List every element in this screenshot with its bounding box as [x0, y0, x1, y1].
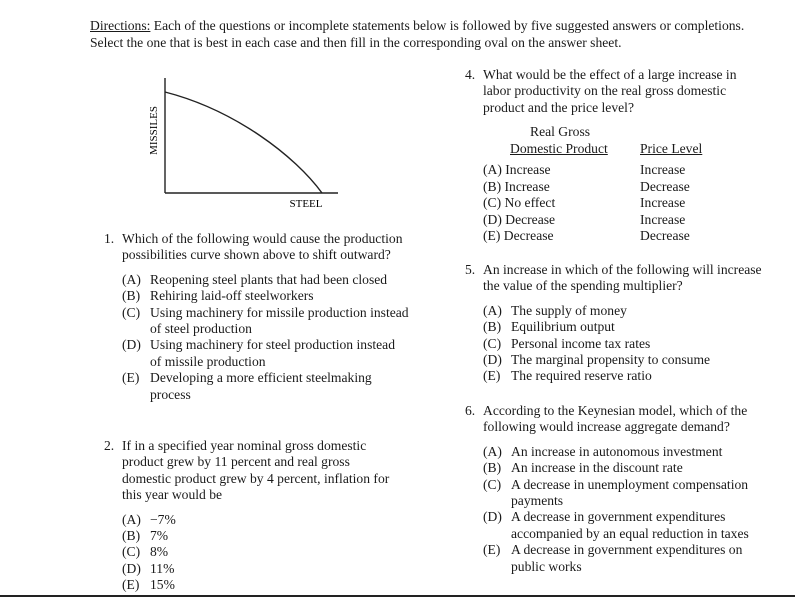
option-a: (A) An increase in autonomous investment	[483, 443, 723, 459]
table-header-gdp: Domestic Product	[510, 141, 608, 156]
option-c: (C) A decrease in unemployment compensation payments	[483, 476, 749, 509]
question-text: An increase in which of the following will increase the value of the spending multiplier?	[483, 262, 762, 294]
question-number: 1.	[104, 231, 115, 246]
option-e: (E) 15%	[122, 577, 175, 593]
option-b: (B) Equilibrium output	[483, 319, 615, 335]
directions-text: Each of the questions or incomplete statements below is followed by five suggested answers or completions. Select the one that is best in each case and then fill in the corresponding oval on the answer sheet.	[90, 18, 745, 50]
question-text: If in a specified year nominal gross domestic product grew by 11 percent and real gross domestic product grew by 4 percent, inflation for this year would be	[122, 438, 390, 503]
option-a: (A) Reopening steel plants that had been closed	[122, 271, 388, 287]
question-number: 6.	[465, 403, 476, 418]
directions	[90, 17, 780, 51]
option-d: (D) 11%	[122, 560, 175, 576]
ppc-graph	[140, 78, 340, 217]
option-c: (C) Personal income tax rates	[483, 335, 651, 351]
directions-label: Directions:	[90, 18, 151, 33]
option-d: (D) Using machinery for steel production instead of missile production	[122, 337, 395, 369]
option-e: (E) A decrease in government expenditures on public works	[483, 542, 743, 574]
option-b: (B) An increase in the discount rate	[483, 460, 683, 476]
options-list	[122, 512, 394, 594]
option-d: (D) A decrease in government expenditures accompanied by an equal reduction in taxes	[483, 509, 749, 541]
question-number: 4.	[465, 67, 476, 82]
option-e: (E) The required reserve ratio	[483, 368, 652, 384]
option-a: (A) −7%	[122, 511, 176, 527]
question-5	[465, 262, 775, 385]
question-4	[465, 67, 765, 116]
options-list	[483, 303, 775, 385]
question-6	[465, 403, 775, 575]
question-number: 2.	[104, 438, 115, 453]
option-c: (C) Using machinery for missile production instead of steel production	[122, 304, 409, 337]
question-text: According to the Keynesian model, which of the following would increase aggregate demand?	[483, 403, 748, 435]
page-bottom-rule	[0, 595, 795, 597]
x-axis-label: STEEL	[289, 198, 323, 210]
option-e: (E) Developing a more efficient steelmaking process	[122, 370, 372, 402]
question-number: 5.	[465, 262, 476, 277]
option-d: (D) The marginal propensity to consume	[483, 352, 711, 368]
option-c: (C) 8%	[122, 544, 169, 560]
option-b: (B) 7%	[122, 528, 169, 544]
question-1	[104, 231, 409, 403]
table-header-price: Price Level	[640, 141, 703, 156]
option-b: (B) Rehiring laid-off steelworkers	[122, 288, 314, 304]
ppc-curve	[165, 92, 322, 193]
options-list	[122, 272, 409, 403]
question-2	[104, 438, 394, 594]
table-header-top: Real Gross	[530, 124, 591, 139]
question-text: What would be the effect of a large increase in labor productivity on the real gross domestic product and the price level?	[483, 67, 737, 115]
options-list	[483, 444, 775, 575]
y-axis-label: MISSILES	[148, 106, 160, 155]
option-a: (A) The supply of money	[483, 302, 627, 318]
question-text: Which of the following would cause the production possibilities curve shown above to shift outward?	[122, 231, 403, 263]
